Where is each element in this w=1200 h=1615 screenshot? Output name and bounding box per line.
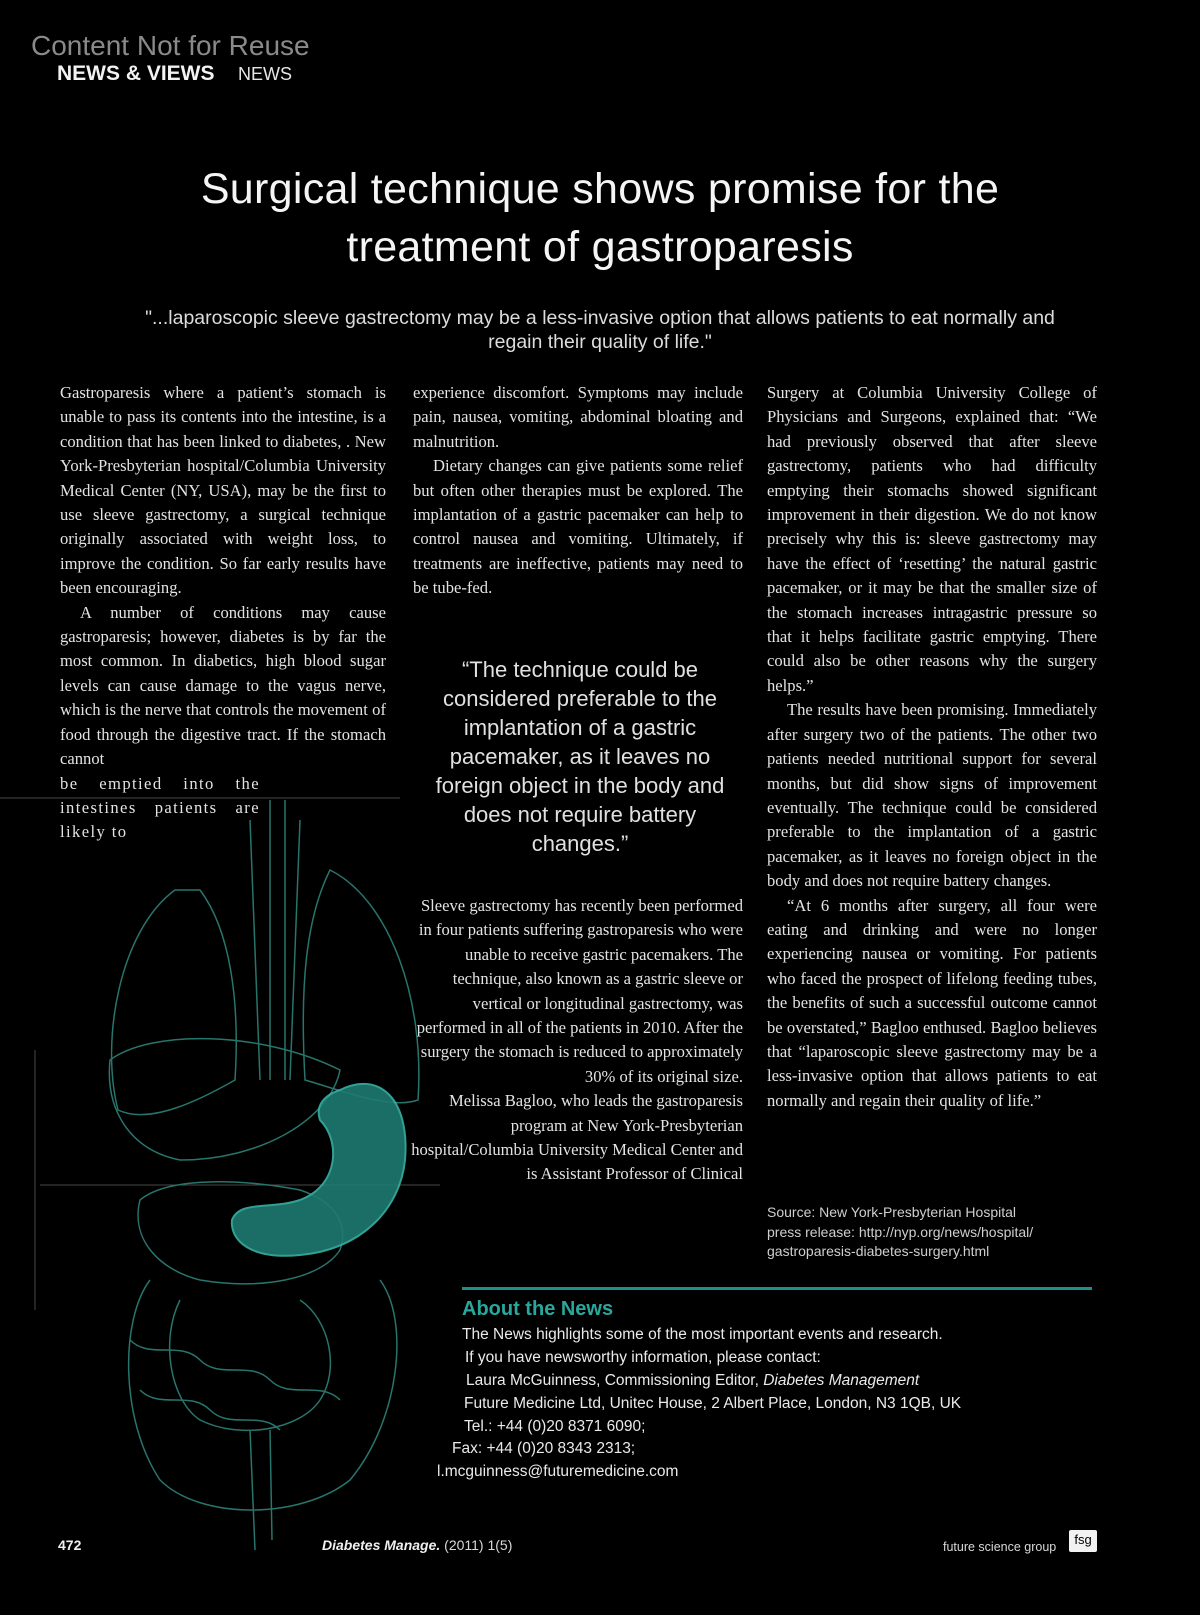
section-label: NEWS & VIEWS [57, 62, 215, 85]
publisher-name: future science group [943, 1540, 1057, 1554]
source-link[interactable]: press release: http://nyp.org/news/hospital/ [767, 1223, 1034, 1240]
source-note [767, 1203, 1097, 1262]
about-line: If you have newsworthy information, please contact: [465, 1349, 821, 1366]
column-2-top [413, 381, 743, 601]
about-title: About the News [462, 1298, 614, 1320]
paragraph: Gastroparesis where a patient’s stomach is unable to pass its contents into the intestine, is a condition that has been linked to diabetes, . New York-Presbyterian hospital/Columbia University Medical Center (NY, USA), may be the first to use sleeve gastrectomy, a surgical technique originally associated with weight loss, to improve the condition. So far early results have been encouraging. [60, 383, 386, 598]
standfirst-line: regain their quality of life." [488, 331, 712, 353]
paragraph: The results have been promising. Immediately after surgery two of the patients. The other two patients needed nutritional support for several months, but did show signs of improvement eventually. The technique could be considered preferable to the implantation of a gastric pacemaker, as it leaves no foreign object in the body and does not require battery changes. [767, 700, 1097, 891]
source-link[interactable]: gastroparesis-diabetes-surgery.html [767, 1243, 990, 1259]
paragraph: experience discomfort. Symptoms may include pain, nausea, vomiting, abdominal bloating and malnutrition. [413, 383, 743, 451]
page-number: 472 [58, 1537, 82, 1553]
column-3 [767, 381, 1097, 1113]
standfirst-quote [55, 306, 1145, 354]
paragraph: “At 6 months after surgery, all four were eating and drinking and were no longer experiencing nausea or vomiting. For patients who faced the prospect of lifelong feeding tubes, the benefits of such a successful outcome cannot be overstated,” Bagloo enthused. Bagloo believes that “laparoscopic sleeve gastrectomy may be a less-invasive option that allows patients to eat normally and regain their quality of life.” [767, 895, 1097, 1110]
about-address: Future Medicine Ltd, Unitec House, 2 Albert Place, London, N3 1QB, UK [464, 1395, 962, 1412]
paragraph: be emptied into the intestines patients are likely to [60, 773, 260, 842]
standfirst-line: "...laparoscopic sleeve gastrectomy may be a less-invasive option that allows patients to eat normally and [145, 307, 1055, 329]
paragraph: A number of conditions may cause gastroparesis; however, diabetes is by far the most common. In diabetics, high blood sugar levels can cause damage to the vagus nerve, which is the nerve that controls the movement of food through the digestive tract. If the stomach cannot [60, 602, 386, 769]
contact-email-link[interactable]: l.mcguinness@futuremedicine.com [437, 1463, 679, 1480]
journal-title: Diabetes Manage. [322, 1537, 441, 1553]
subsection-label: NEWS [238, 64, 292, 84]
about-line: The News highlights some of the most important events and research. [462, 1326, 943, 1343]
journal-citation [322, 1537, 512, 1553]
paragraph: Dietary changes can give patients some relief but often other therapies must be explored. The implantation of a gastric pacemaker can help to control nausea and vomiting. Ultimately, if treatments are ineffective, patients may need to be tube-fed. [413, 456, 743, 598]
paragraph: Sleeve gastrectomy has recently been performed in four patients suffering gastroparesis who were unable to receive gastric pacemakers. The technique, also known as a gastric sleeve or vertical or longitudinal gastrectomy, was performed in all of the patients in 2010. After the surgery the stomach is reduced to approximately 30% of its original size. [416, 896, 743, 1086]
anatomy-illustration [0, 780, 470, 1560]
journal-name: Diabetes Management [763, 1372, 920, 1389]
contact-name: Laura McGuinness, Commissioning Editor, [466, 1372, 764, 1389]
title-line: treatment of gastroparesis [346, 223, 854, 271]
paragraph: Melissa Bagloo, who leads the gastroparesis program at New York-Presbyterian hospital/Columbia University Medical Center and is Assistant Professor of Clinical [411, 1091, 743, 1184]
fsg-logo: fsg [1069, 1530, 1097, 1552]
citation: (2011) 1(5) [444, 1537, 513, 1553]
article-title [100, 160, 1100, 276]
title-line: Surgical technique shows promise for the [200, 165, 1000, 213]
pull-quote: “The technique could be considered preferable to the implantation of a gastric pacemaker, as it leaves no foreign object in the body and does not require battery changes.” [435, 657, 725, 856]
source-line: Source: New York-Presbyterian Hospital [767, 1204, 1017, 1220]
column-1 [60, 381, 386, 845]
about-contact-name [466, 1372, 919, 1390]
about-divider [462, 1287, 1092, 1290]
about-tel: Tel.: +44 (0)20 8371 6090; [464, 1418, 646, 1435]
watermark: Content Not for Reuse [31, 30, 310, 61]
paragraph: Surgery at Columbia University College of Physicians and Surgeons, explained that: “We had previously observed that after sleeve gastrectomy, patients who had difficulty emptying their stomachs showed significant improvement in their digestion. We do not know precisely why this is: sleeve gastrectomy may have the effect of ‘resetting’ the natural gastric pacemaker, or it may be that the smaller size of the stomach increases intragastric pressure so that it helps facilitate gastric emptying. There could also be other reasons why the surgery helps.” [767, 383, 1097, 695]
about-fax: Fax: +44 (0)20 8343 2313; [452, 1440, 636, 1457]
column-2-bottom [410, 894, 743, 1187]
